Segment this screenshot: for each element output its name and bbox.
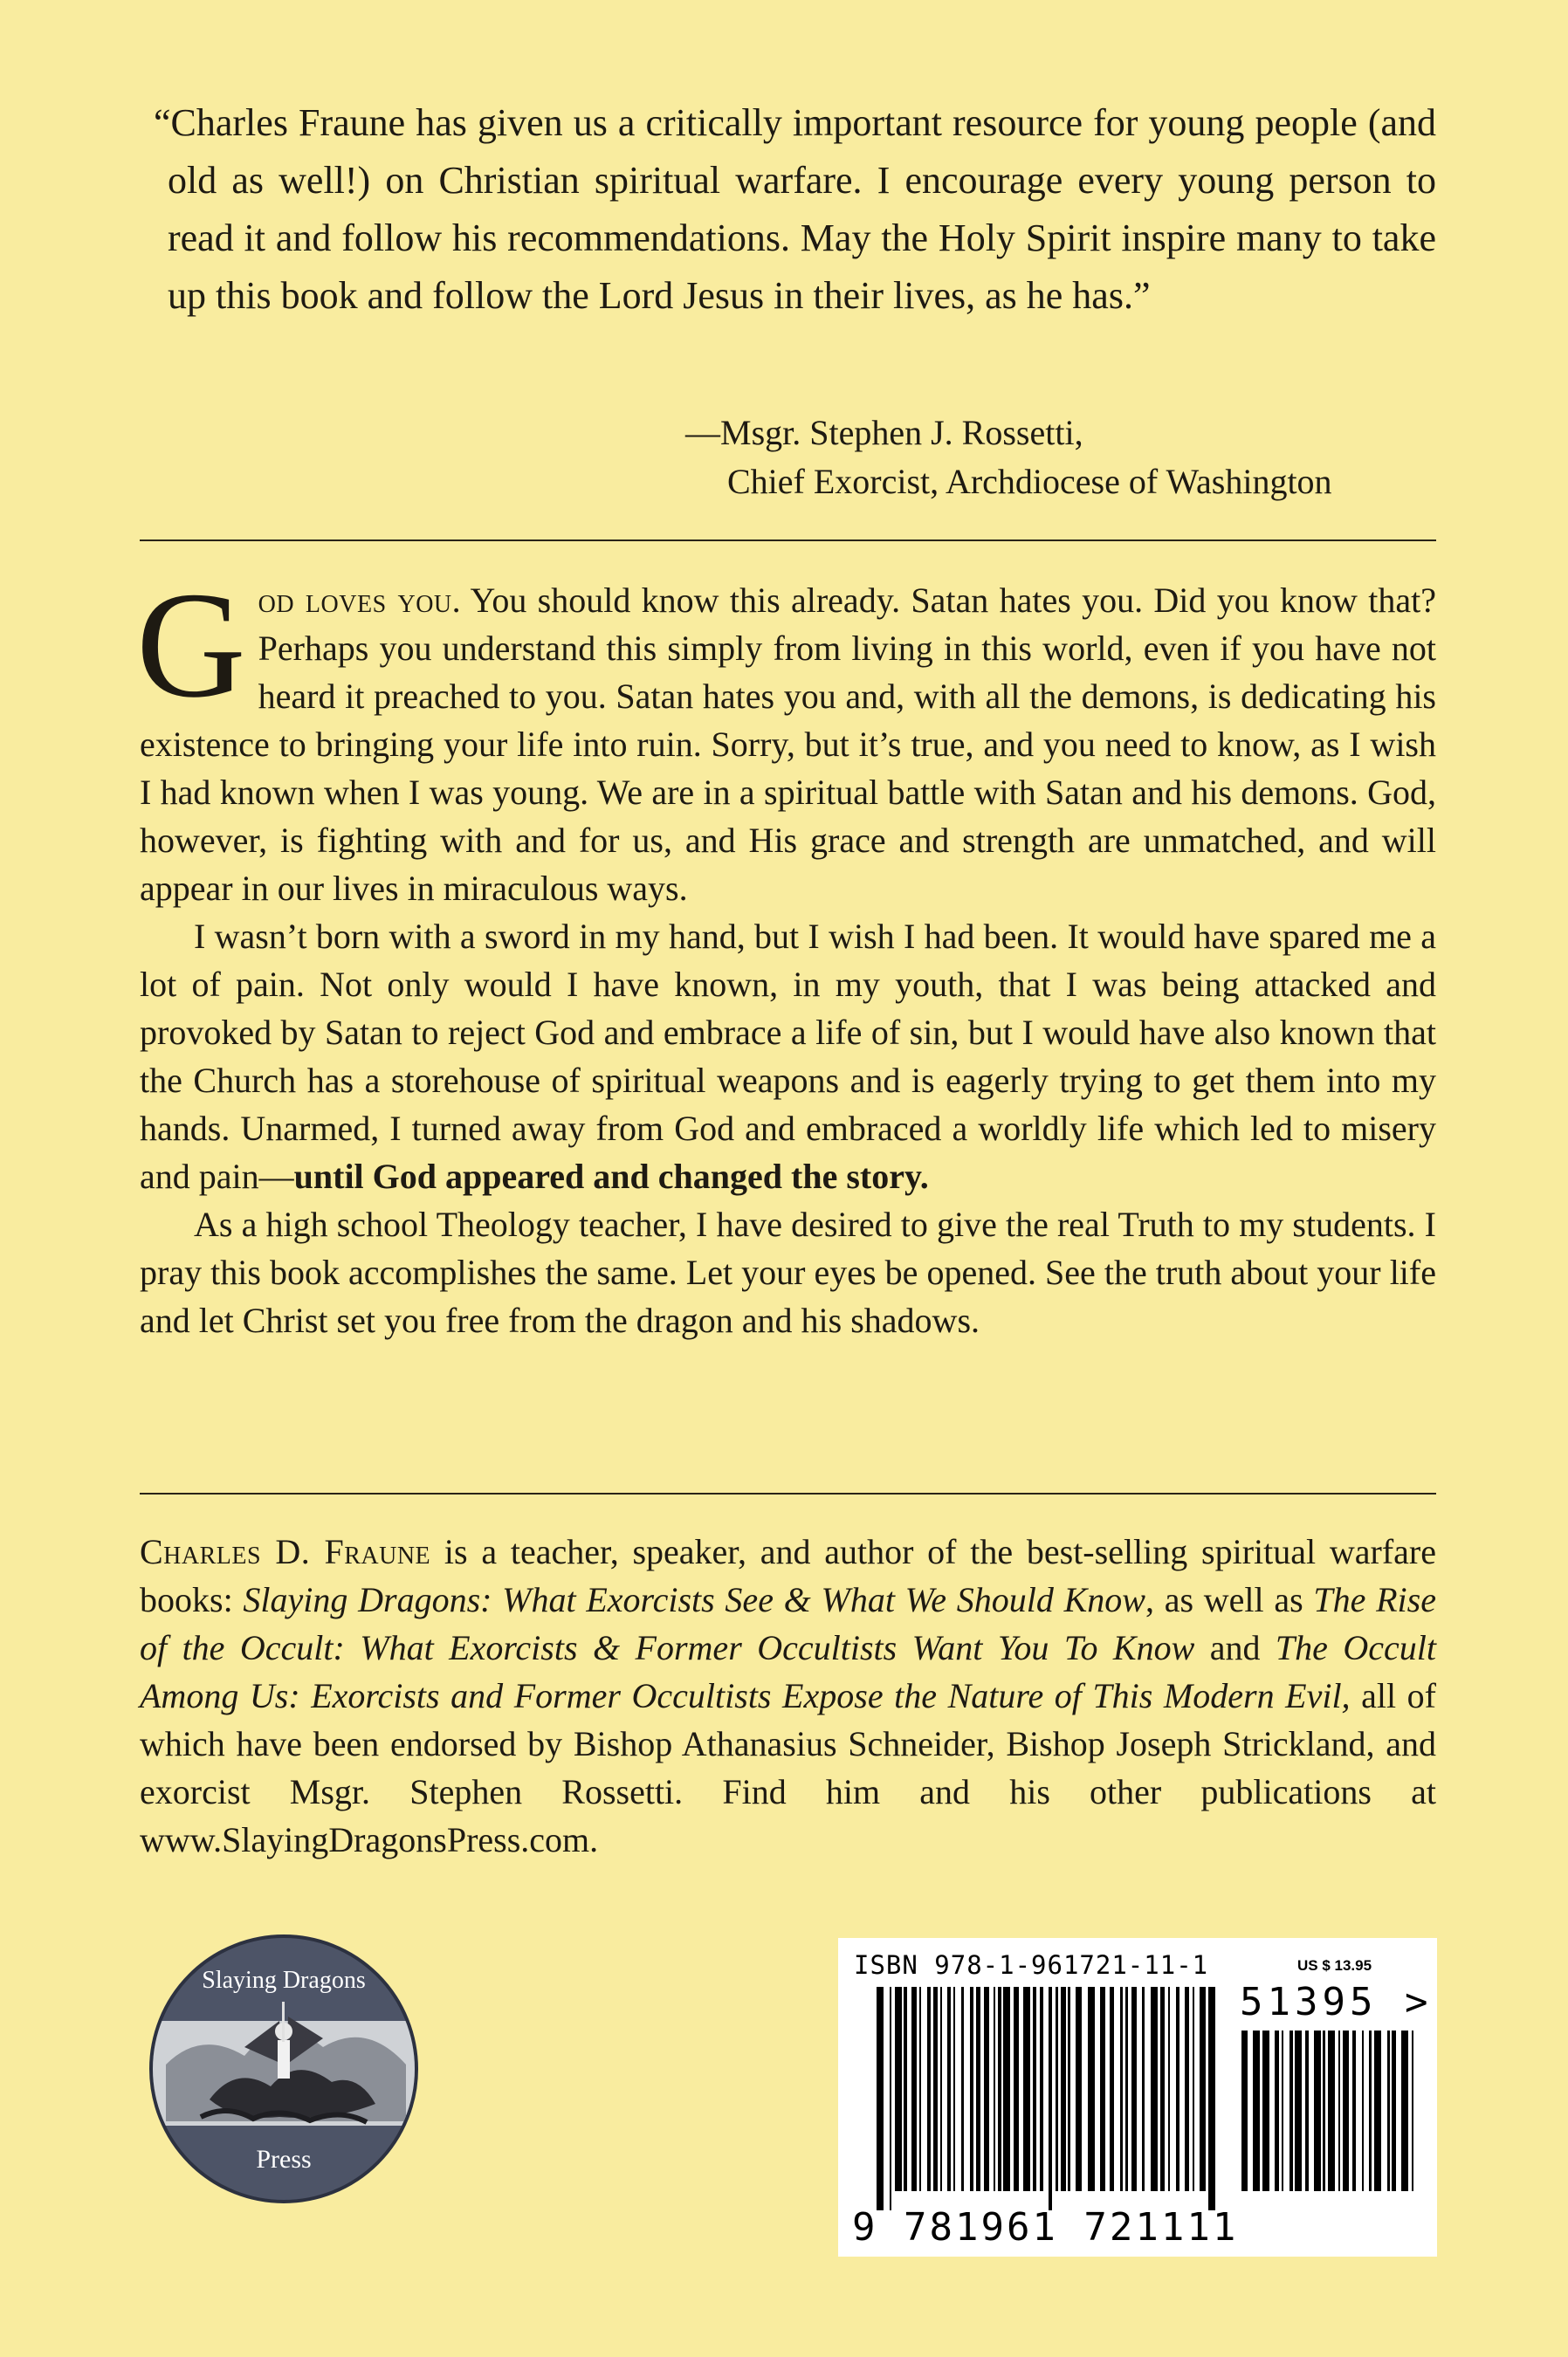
publisher-logo: [148, 1934, 419, 2204]
logo-bottom-text: Press: [256, 2145, 312, 2174]
addon-number: 51395: [1240, 1980, 1378, 2024]
logo-top-text: Slaying Dragons: [202, 1967, 366, 1994]
paragraph-2-bold: until God appeared and changed the story.: [293, 1157, 929, 1196]
author-name: Charles D. Fraune: [140, 1532, 431, 1571]
drop-cap: G: [136, 560, 246, 729]
paragraph-2-text: I wasn’t born with a sword in my hand, but I wish I had been. It would have spared me a lot of pain. Not only would I have known, in my youth, that I was being attacked and provoked by Satan to reject God and embrace a life of sin, but I would have also known that the Church has a storehouse of spiritual weapons and is eagerly trying to get them into my hands. Unarmed, I turned away from God and embraced a worldly life which led to misery and pain—: [140, 917, 1436, 1196]
book-title-3: The Occult Among Us: Exorcists and Former Occultists Expose the Nature of This Modern Evil,: [140, 1628, 1436, 1715]
bio-text-3: and: [1194, 1628, 1276, 1667]
book-title-2: The Rise of the Occult: What Exorcists & Former Occultists Want You To Know: [140, 1580, 1436, 1667]
addon-digits: [1240, 1980, 1432, 2024]
lead-in-smallcaps: od loves you: [258, 581, 452, 620]
endorsement-attribution: [685, 409, 1471, 506]
bio-text-1: is a teacher, speaker, and author of the best-selling spiritual warfare books:: [140, 1532, 1436, 1619]
description-paragraph-2: [140, 912, 1436, 1200]
bio-text-4: all of which have been endorsed by Bishop Athanasius Schneider, Bishop Joseph Strickland, and exorcist Msgr. Stephen Rossetti. Find him and his other publications at www.SlayingDragonsPress.com.: [140, 1676, 1436, 1859]
author-bio: [140, 1528, 1436, 1864]
book-description: [136, 560, 1437, 1344]
bio-text-2: , as well as: [1145, 1580, 1314, 1619]
addon-arrow: >: [1404, 1980, 1433, 2024]
book-title-1: Slaying Dragons: What Exorcists See & What We Should Know: [243, 1580, 1145, 1619]
isbn-barcode: [838, 1938, 1437, 2257]
description-paragraph-1: [136, 560, 1437, 912]
divider-bottom: [140, 1493, 1436, 1495]
attribution-title: Chief Exorcist, Archdiocese of Washington: [727, 462, 1332, 501]
divider-top: [140, 539, 1436, 541]
endorsement-quote: “Charles Fraune has given us a critically important resource for young people (and old as well!) on Christian spiritual warfare. I encourage every young person to read it and follow his recommendations. May the Holy Spirit inspire many to take up this book and follow the Lord Jesus in their lives, as he has.”: [154, 101, 1436, 317]
ean-digits: 9 781961 721111: [852, 2205, 1239, 2250]
attribution-name: —Msgr. Stephen J. Rossetti,: [685, 413, 1083, 452]
description-paragraph-3: As a high school Theology teacher, I have desired to give the real Truth to my students. I pray this book accomplishes the same. Let your eyes be opened. See the truth about your life and let Christ set you free from the dragon and his shadows.: [140, 1205, 1436, 1340]
isbn-label: ISBN 978-1-961721-11-1: [854, 1950, 1209, 1980]
ean-bars: [877, 1987, 1217, 2210]
price-label: US $ 13.95: [1297, 1957, 1372, 1974]
addon-bars: [1241, 2031, 1416, 2210]
paragraph-1-text: . You should know this already. Satan hates you. Did you know that? Perhaps you understand this simply from living in this world, even if you have not heard it preached to you. Satan hates you and, with all the demons, is dedicating his existence to bringing your life into ruin. Sorry, but it’s true, and you need to know, as I wish I had known when I was young. We are in a spiritual battle with Satan and his demons. God, however, is fighting with and for us, and His grace and strength are unmatched, and will appear in our lives in miraculous ways.: [140, 581, 1437, 908]
